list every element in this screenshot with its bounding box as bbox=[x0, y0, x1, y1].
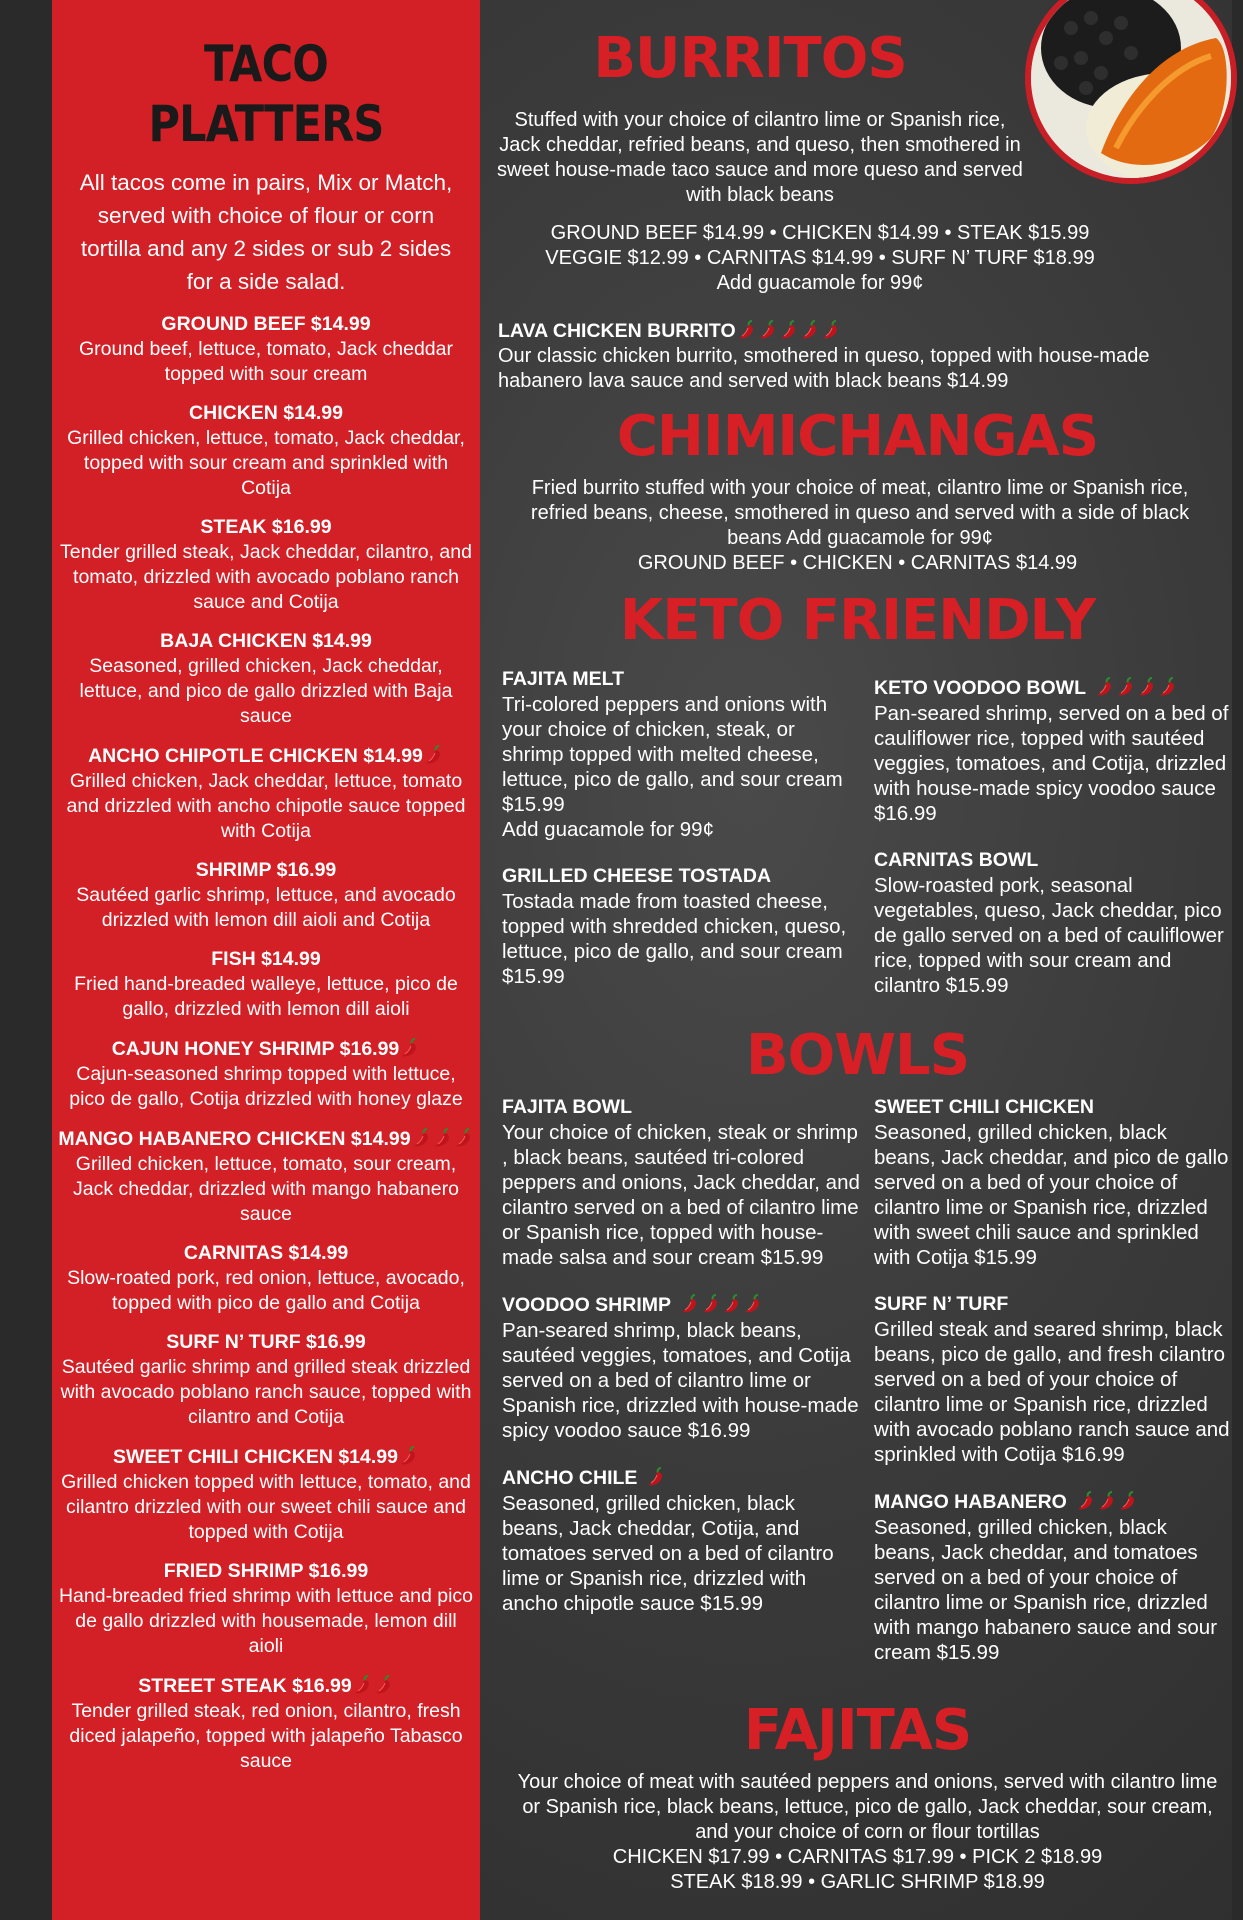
taco-item-name: STREET STEAK $16.99 bbox=[52, 1673, 480, 1699]
burritos-prices-1: GROUND BEEF $14.99 • CHICKEN $14.99 • STEAK $15.99 bbox=[550, 222, 1090, 244]
chili-pepper-icon bbox=[1158, 675, 1178, 697]
chili-pepper-icon bbox=[424, 743, 444, 765]
taco-item-description: Tender grilled steak, Jack cheddar, cilantro, and tomato, drizzled with avocado poblano ranch sauce and Cotija bbox=[60, 541, 472, 613]
keto-friendly-title: KETO FRIENDLY bbox=[619, 588, 1096, 653]
chili-pepper-icon bbox=[737, 318, 757, 340]
taco-item-name: SWEET CHILI CHICKEN $14.99 bbox=[52, 1444, 480, 1470]
taco-item-name: BAJA CHICKEN $14.99 bbox=[160, 630, 372, 652]
bowls-item-name: VOODOO SHRIMP bbox=[502, 1292, 862, 1318]
keto-item-extra: Add guacamole for 99¢ bbox=[502, 818, 714, 841]
taco-item-name: GROUND BEEF $14.99 bbox=[161, 313, 371, 335]
taco-item bbox=[52, 1444, 480, 1545]
chili-pepper-icon bbox=[399, 1444, 419, 1466]
chili-pepper-icon bbox=[412, 1126, 432, 1148]
taco-item-name: SURF N’ TURF $16.99 bbox=[166, 1331, 366, 1353]
chili-pepper-icon bbox=[433, 1126, 453, 1148]
chili-pepper-icon bbox=[353, 1673, 373, 1695]
chili-pepper-icon bbox=[646, 1465, 666, 1487]
taco-item bbox=[52, 629, 480, 729]
taco-item-description: Grilled chicken, lettuce, tomato, sour cream, Jack cheddar, drizzled with mango habanero sauce bbox=[73, 1153, 459, 1225]
chili-pepper-icon bbox=[1076, 1489, 1096, 1511]
taco-item-description: Sautéed garlic shrimp, lettuce, and avocado drizzled with lemon dill aioli and Cotija bbox=[76, 884, 456, 931]
chili-pepper-icon bbox=[1137, 675, 1157, 697]
keto-column-left bbox=[502, 667, 862, 1011]
chalkboard-panel bbox=[490, 0, 1232, 1920]
taco-item bbox=[52, 515, 480, 615]
chili-pepper-icon bbox=[701, 1292, 721, 1314]
chili-pepper-icon bbox=[722, 1292, 742, 1314]
keto-item-description: Tostada made from toasted cheese, topped with shredded chicken, queso, lettuce, pico de gallo, and sour cream $15.99 bbox=[502, 890, 847, 988]
lava-burrito-description: Our classic chicken burrito, smothered in queso, topped with house-made habanero lava sauce and served with black beans $14.99 bbox=[498, 345, 1150, 392]
taco-item-description: Hand-breaded fried shrimp with lettuce and pico de gallo drizzled with housemade, lemon dill aioli bbox=[58, 1585, 474, 1657]
taco-item-name: SHRIMP $16.99 bbox=[195, 859, 337, 881]
taco-item-description: Grilled chicken, lettuce, tomato, Jack cheddar, topped with sour cream and sprinkled with Cotija bbox=[67, 427, 465, 499]
bowls-item-name: SURF N’ TURF bbox=[874, 1293, 1009, 1315]
taco-item bbox=[52, 312, 480, 387]
lava-burrito-peppers bbox=[736, 320, 841, 342]
chili-pepper-icon bbox=[821, 318, 841, 340]
keto-item bbox=[874, 848, 1234, 998]
chimichangas-title: CHIMICHANGAS bbox=[616, 404, 1099, 469]
taco-platters-intro: All tacos come in pairs, Mix or Match, served with choice of flour or corn tortilla and any 2 sides or sub 2 sides for a side salad. bbox=[79, 170, 453, 294]
chili-pepper-icon bbox=[1097, 1489, 1117, 1511]
bowls-item bbox=[502, 1095, 862, 1270]
bowls-item bbox=[502, 1465, 862, 1616]
left-border bbox=[0, 0, 52, 1920]
keto-item bbox=[874, 675, 1234, 826]
lava-burrito-name: LAVA CHICKEN BURRITO bbox=[498, 320, 736, 342]
chimichangas-prices: GROUND BEEF • CHICKEN • CARNITAS $14.99 bbox=[637, 552, 1078, 574]
taco-platters-panel bbox=[52, 0, 480, 1920]
bowls-item-description: Seasoned, grilled chicken, black beans, Jack cheddar, and tomatoes served on a bed of your choice of cilantro lime or Spanish rice, drizzled with mango habanero sauce and sour cream $15.99 bbox=[874, 1516, 1218, 1664]
taco-item-name: FISH $14.99 bbox=[211, 948, 321, 970]
bowls-column-right bbox=[874, 1095, 1234, 1687]
burritos-title: BURRITOS bbox=[593, 26, 907, 91]
taco-item-description: Cajun-seasoned shrimp topped with lettuce, pico de gallo, Cotija drizzled with honey glaze bbox=[69, 1063, 463, 1110]
bowls-item-description: Your choice of chicken, steak or shrimp , black beans, sautéed tri-colored peppers and onions, Jack cheddar, and cilantro served on a bed of cilantro lime or Spanish rice, topped with house-made salsa and sour cream $15.99 bbox=[502, 1121, 860, 1269]
chili-pepper-icon bbox=[1095, 675, 1115, 697]
taco-item-name: ANCHO CHIPOTLE CHICKEN $14.99 bbox=[52, 743, 480, 769]
bowls-item-name: SWEET CHILI CHICKEN bbox=[874, 1096, 1094, 1118]
chili-pepper-icon bbox=[1116, 675, 1136, 697]
taco-item-name: STEAK $16.99 bbox=[200, 516, 332, 538]
chili-pepper-icon bbox=[454, 1126, 474, 1148]
lava-chicken-burrito bbox=[498, 318, 1218, 394]
bowls-item-description: Seasoned, grilled chicken, black beans, Jack cheddar, and pico de gallo served on a bed of your choice of cilantro lime or Spanish rice, drizzled with sweet chili sauce and sprinkled with Cotija $15.99 bbox=[874, 1121, 1229, 1269]
chili-pepper-icon bbox=[743, 1292, 763, 1314]
keto-item-description: Tri-colored peppers and onions with your choice of chicken, steak, or shrimp topped with melted cheese, lettuce, pico de gallo, and sour cream $15.99 bbox=[502, 693, 843, 816]
keto-column-right bbox=[874, 675, 1234, 1020]
chili-pepper-icon bbox=[400, 1036, 420, 1058]
chimichangas-description: Fried burrito stuffed with your choice of meat, cilantro lime or Spanish rice, refried beans, cheese, smothered in queso and served with a side of black beans Add guacamole for 99¢ bbox=[530, 477, 1190, 549]
burritos-description: Stuffed with your choice of cilantro lime or Spanish rice, Jack cheddar, refried beans, and queso, then smothered in sweet house-made taco sauce and more queso and served with black beans bbox=[497, 109, 1023, 206]
taco-item-name: FRIED SHRIMP $16.99 bbox=[163, 1560, 369, 1582]
taco-item-description: Ground beef, lettuce, tomato, Jack cheddar topped with sour cream bbox=[79, 338, 453, 385]
keto-item-description: Slow-roasted pork, seasonal vegetables, queso, Jack cheddar, pico de gallo served on a bed of cauliflower rice, topped with sour cream and cilantro $15.99 bbox=[874, 874, 1224, 997]
taco-item bbox=[52, 1330, 480, 1430]
bowls-item-name: ANCHO CHILE bbox=[502, 1465, 862, 1491]
chili-pepper-icon bbox=[374, 1673, 394, 1695]
bowls-item-description: Grilled steak and seared shrimp, black beans, pico de gallo, and fresh cilantro served on a bed of your choice of cilantro lime or Spanish rice, drizzled with avocado poblano ranch sauce and sprinkled with Cotija $16.99 bbox=[874, 1318, 1230, 1466]
taco-item-description: Seasoned, grilled chicken, Jack cheddar, lettuce, and pico de gallo drizzled with Baja sauce bbox=[79, 655, 453, 727]
chili-pepper-icon bbox=[779, 318, 799, 340]
fajitas-prices-2: STEAK $18.99 • GARLIC SHRIMP $18.99 bbox=[670, 1871, 1045, 1893]
keto-item-name: FAJITA MELT bbox=[502, 668, 625, 690]
taco-item bbox=[52, 1559, 480, 1659]
taco-platters-title: TACO PLATTERS bbox=[148, 35, 384, 153]
keto-item-description: Pan-seared shrimp, served on a bed of cauliflower rice, topped with sautéed veggies, tomatoes, and Cotija, drizzled with house-made spicy voodoo sauce $16.99 bbox=[874, 702, 1229, 825]
taco-item-name: MANGO HABANERO CHICKEN $14.99 bbox=[52, 1126, 480, 1152]
taco-item-description: Grilled chicken topped with lettuce, tomato, and cilantro drizzled with our sweet chili sauce and topped with Cotija bbox=[61, 1471, 471, 1543]
taco-item bbox=[52, 947, 480, 1022]
chili-pepper-icon bbox=[1118, 1489, 1138, 1511]
bowls-item bbox=[874, 1095, 1234, 1270]
taco-item bbox=[52, 1126, 480, 1227]
taco-item bbox=[52, 858, 480, 933]
keto-item-name: CARNITAS BOWL bbox=[874, 849, 1039, 871]
chili-pepper-icon bbox=[758, 318, 778, 340]
taco-item bbox=[52, 1241, 480, 1316]
taco-item bbox=[52, 401, 480, 501]
fajitas-title: FAJITAS bbox=[743, 1698, 972, 1763]
bowls-item-name: MANGO HABANERO bbox=[874, 1489, 1234, 1515]
taco-item-description: Grilled chicken, Jack cheddar, lettuce, tomato and drizzled with ancho chipotle sauce topped with Cotija bbox=[66, 770, 466, 842]
burritos-guac: Add guacamole for 99¢ bbox=[716, 272, 924, 294]
taco-platters-list bbox=[52, 312, 480, 1774]
taco-item-name: CHICKEN $14.99 bbox=[189, 402, 343, 424]
chili-pepper-icon bbox=[800, 318, 820, 340]
taco-item-name: CARNITAS $14.99 bbox=[183, 1242, 349, 1264]
bowls-item bbox=[502, 1292, 862, 1443]
keto-item-name: GRILLED CHEESE TOSTADA bbox=[502, 865, 772, 887]
bowls-column-left bbox=[502, 1095, 862, 1638]
chili-pepper-icon bbox=[680, 1292, 700, 1314]
taco-item-description: Slow-roated pork, red onion, lettuce, avocado, topped with pico de gallo and Cotija bbox=[67, 1267, 465, 1314]
bowls-title: BOWLS bbox=[745, 1023, 970, 1088]
bowls-item-description: Pan-seared shrimp, black beans, sautéed veggies, tomatoes, and Cotija served on a bed of cilantro lime or Spanish rice, drizzled with house-made spicy voodoo sauce $16.99 bbox=[502, 1319, 859, 1442]
bowls-item-name: FAJITA BOWL bbox=[502, 1096, 632, 1118]
keto-item bbox=[502, 667, 862, 842]
taco-item bbox=[52, 743, 480, 844]
bowls-item bbox=[874, 1489, 1234, 1665]
taco-item-description: Fried hand-breaded walleye, lettuce, pico de gallo, drizzled with lemon dill aioli bbox=[74, 973, 458, 1020]
fajitas-description: Your choice of meat with sautéed peppers and onions, served with cilantro lime or Spanish rice, black beans, lettuce, pico de gallo, Jack cheddar, sour cream, and your choice of corn or flour tortillas bbox=[517, 1771, 1218, 1843]
bowls-item-description: Seasoned, grilled chicken, black beans, Jack cheddar, Cotija, and tomatoes served on a bed of cilantro lime or Spanish rice, drizzled with ancho chipotle sauce $15.99 bbox=[502, 1492, 834, 1615]
taco-item-description: Tender grilled steak, red onion, cilantro, fresh diced jalapeño, topped with jalapeño Tabasco sauce bbox=[69, 1700, 463, 1772]
burritos-prices-2: VEGGIE $12.99 • CARNITAS $14.99 • SURF N’ TURF $18.99 bbox=[545, 247, 1095, 269]
keto-item bbox=[502, 864, 862, 989]
fajitas-prices-1: CHICKEN $17.99 • CARNITAS $17.99 • PICK 2 $18.99 bbox=[612, 1846, 1103, 1868]
taco-item bbox=[52, 1673, 480, 1774]
taco-item bbox=[52, 1036, 480, 1112]
bowls-item bbox=[874, 1292, 1234, 1467]
taco-item-description: Sautéed garlic shrimp and grilled steak drizzled with avocado poblano ranch sauce, topped with cilantro and Cotija bbox=[60, 1356, 472, 1428]
taco-item-name: CAJUN HONEY SHRIMP $16.99 bbox=[52, 1036, 480, 1062]
keto-item-name: KETO VOODOO BOWL bbox=[874, 675, 1234, 701]
